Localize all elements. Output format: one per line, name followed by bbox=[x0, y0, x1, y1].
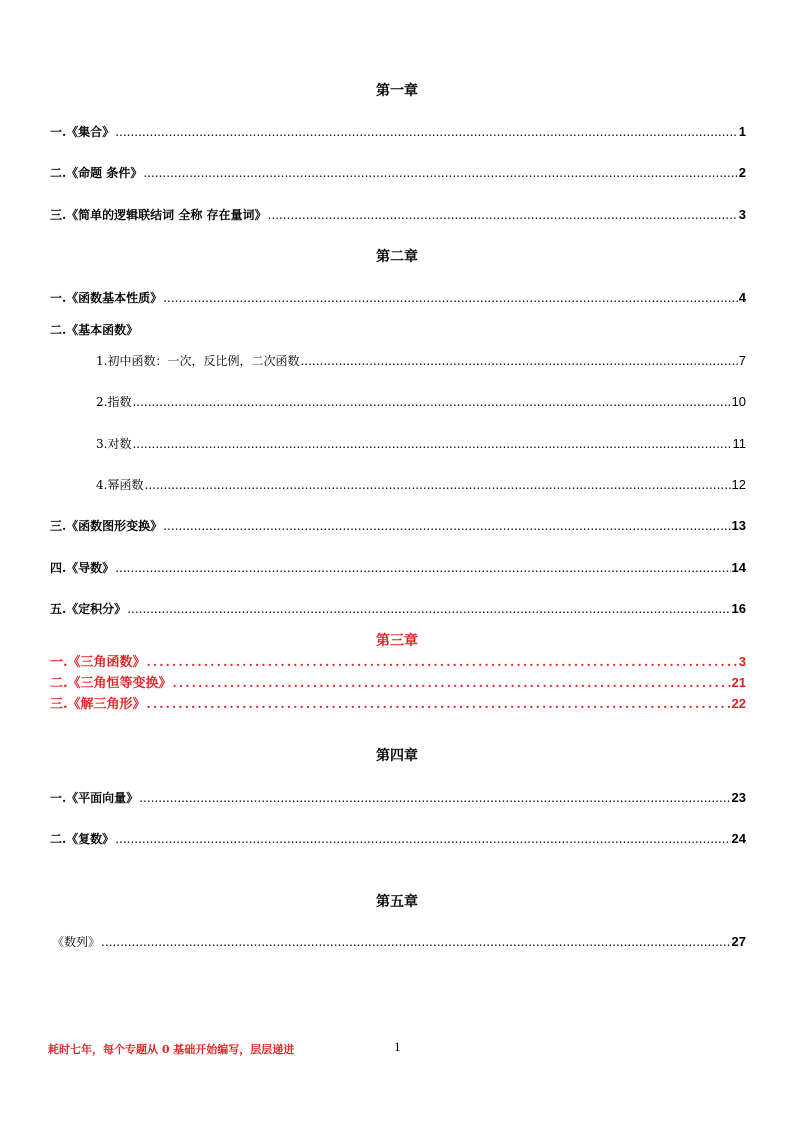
toc-entry-title: 四.《导数》 bbox=[50, 561, 115, 575]
dot-leader bbox=[300, 353, 737, 369]
toc-entry-title: 《数列》 bbox=[52, 935, 101, 949]
toc-entry-logic[interactable] bbox=[50, 207, 746, 223]
toc-entry-title: 一.《集合》 bbox=[50, 125, 115, 139]
dot-leader bbox=[268, 207, 738, 223]
toc-entry-trig-functions[interactable] bbox=[50, 654, 746, 671]
toc-entry-title: 三.《简单的逻辑联结词 全称 存在量词》 bbox=[50, 208, 267, 222]
chapter-1-heading: 第一章 bbox=[376, 83, 418, 99]
toc-entry-page: 10 bbox=[731, 394, 746, 409]
toc-entry-page: 24 bbox=[731, 831, 746, 846]
dot-leader bbox=[143, 165, 737, 181]
chapter-4-heading: 第四章 bbox=[376, 748, 418, 764]
dot-leader bbox=[132, 394, 730, 410]
toc-entry-title: 二.《复数》 bbox=[50, 832, 115, 846]
toc-entry-function-properties[interactable] bbox=[50, 290, 746, 306]
footer-note: 耗时七年，每个专题从 0 基础开始编写，层层递进 bbox=[48, 1043, 295, 1056]
toc-subentry-logarithm[interactable] bbox=[96, 436, 746, 452]
toc-entry-page: 11 bbox=[732, 436, 746, 451]
toc-entry-title: 三.《解三角形》 bbox=[50, 697, 146, 712]
toc-entry-title: 一.《平面向量》 bbox=[50, 791, 139, 805]
dot-leader bbox=[144, 477, 730, 493]
toc-entry-page: 1 bbox=[738, 124, 746, 139]
toc-entry-sequences[interactable] bbox=[52, 934, 746, 950]
toc-entry-page: 21 bbox=[731, 675, 746, 690]
dot-leader bbox=[139, 790, 730, 806]
toc-entry-page: 12 bbox=[731, 477, 746, 492]
dot-leader bbox=[173, 675, 731, 691]
dot-leader bbox=[115, 124, 738, 140]
page-number: 1 bbox=[394, 1041, 401, 1054]
toc-entry-page: 16 bbox=[731, 601, 746, 616]
dot-leader bbox=[163, 518, 730, 534]
toc-entry-title: 二.《三角恒等变换》 bbox=[50, 676, 172, 691]
toc-entry-derivative[interactable] bbox=[50, 560, 746, 576]
toc-entry-title: 一.《函数基本性质》 bbox=[50, 291, 163, 305]
toc-entry-page: 4 bbox=[738, 290, 746, 305]
dot-leader bbox=[132, 436, 731, 452]
dot-leader bbox=[127, 601, 730, 617]
toc-entry-page: 13 bbox=[731, 518, 746, 533]
dot-leader bbox=[101, 934, 731, 950]
toc-entry-page: 23 bbox=[731, 790, 746, 805]
toc-entry-title: 1.初中函数：一次，反比例，二次函数 bbox=[96, 354, 300, 368]
toc-entry-set[interactable] bbox=[50, 124, 746, 140]
chapter-3-heading: 第三章 bbox=[376, 633, 418, 649]
toc-entry-page: 27 bbox=[731, 934, 746, 949]
toc-entry-title: 五.《定积分》 bbox=[50, 602, 127, 616]
toc-entry-title: 一.《三角函数》 bbox=[50, 655, 146, 670]
toc-entry-page: 3 bbox=[738, 207, 746, 222]
toc-entry-complex[interactable] bbox=[50, 831, 746, 847]
toc-entry-solve-triangle[interactable] bbox=[50, 696, 746, 713]
toc-entry-page: 7 bbox=[738, 353, 746, 368]
toc-subentry-exponent[interactable] bbox=[96, 394, 746, 410]
toc-entry-page: 3 bbox=[738, 654, 746, 669]
toc-section-basic-functions[interactable]: 二.《基本函数》 bbox=[50, 323, 139, 337]
toc-entry-proposition[interactable] bbox=[50, 165, 746, 181]
dot-leader bbox=[147, 654, 738, 670]
toc-entry-title: 2.指数 bbox=[96, 395, 132, 409]
toc-entry-integral[interactable] bbox=[50, 601, 746, 617]
toc-entry-title: 3.对数 bbox=[96, 437, 132, 451]
toc-entry-title: 二.《命题 条件》 bbox=[50, 166, 143, 180]
dot-leader bbox=[115, 831, 730, 847]
toc-entry-trig-identities[interactable] bbox=[50, 675, 746, 692]
chapter-2-heading: 第二章 bbox=[376, 249, 418, 265]
toc-subentry-junior-functions[interactable] bbox=[96, 353, 746, 369]
toc-subentry-power-function[interactable] bbox=[96, 477, 746, 493]
toc-entry-graph-transform[interactable] bbox=[50, 518, 746, 534]
toc-entry-title: 三.《函数图形变换》 bbox=[50, 519, 163, 533]
toc-entry-page: 14 bbox=[731, 560, 746, 575]
toc-entry-title: 4.幂函数 bbox=[96, 478, 144, 492]
dot-leader bbox=[147, 696, 731, 712]
toc-entry-vectors[interactable] bbox=[50, 790, 746, 806]
dot-leader bbox=[163, 290, 738, 306]
chapter-5-heading: 第五章 bbox=[376, 894, 418, 910]
dot-leader bbox=[115, 560, 730, 576]
toc-entry-page: 2 bbox=[738, 165, 746, 180]
toc-entry-page: 22 bbox=[731, 696, 746, 711]
